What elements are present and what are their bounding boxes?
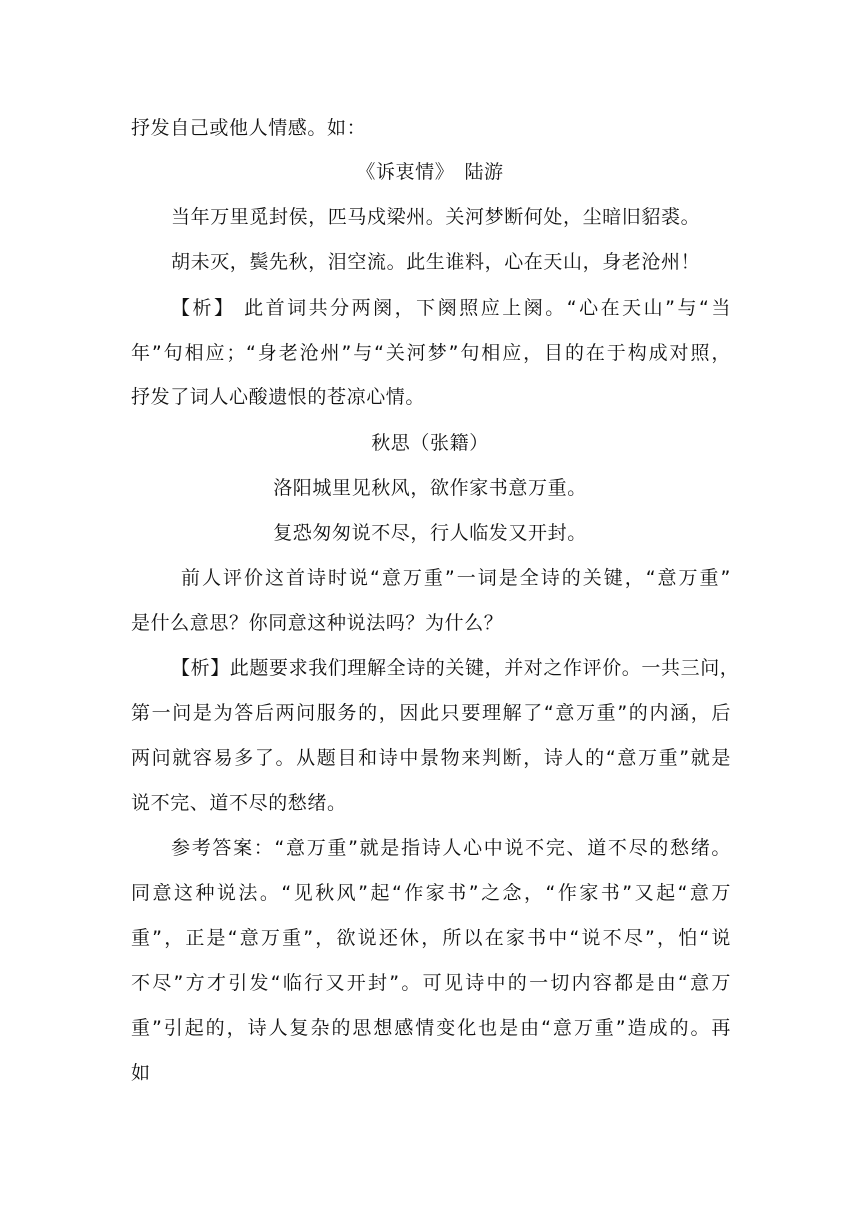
- analysis-line: 【析】 此首词共分两阕，下阕照应上阕。“心在天山”与“当: [171, 297, 731, 319]
- poem-line: 当年万里觅封侯，匹马戍梁州。关河梦断何处，尘暗旧貂裘。: [171, 206, 701, 228]
- analysis-line: 【析】此题要求我们理解全诗的关键，并对之作评价。一共三问，: [171, 657, 740, 679]
- poem-line: 胡未灭，鬓先秋，泪空流。此生谁料，心在天山，身老沧州！: [171, 251, 701, 273]
- analysis-line: 两问就容易多了。从题目和诗中景物来判断，诗人的“意万重”就是: [131, 747, 731, 769]
- analysis-line: 第一问是为答后两问服务的，因此只要理解了“意万重”的内涵，后: [131, 702, 731, 724]
- answer-line: 参考答案：“意万重”就是指诗人心中说不完、道不尽的愁绪。: [171, 837, 731, 859]
- answer-line: 重”，正是“意万重”，欲说还休，所以在家书中“说不尽”，怕“说: [131, 927, 731, 949]
- paragraph-line: 抒发自己或他人情感。如：: [131, 117, 367, 139]
- poem-line: 洛阳城里见秋风，欲作家书意万重。: [273, 477, 587, 499]
- poem-title: 秋思（张籍）: [371, 432, 489, 454]
- answer-line: 不尽”方才引发“临行又开封”。可见诗中的一切内容都是由“意万: [131, 972, 731, 994]
- answer-line: 重”引起的，诗人复杂的思想感情变化也是由“意万重”造成的。再: [131, 1017, 731, 1039]
- question-line: 前人评价这首诗时说“意万重”一词是全诗的关键，“意万重”: [181, 567, 731, 589]
- poem-line: 复恐匆匆说不尽，行人临发又开封。: [273, 522, 587, 544]
- poem-title: 《诉衷情》 陆游: [356, 161, 504, 183]
- analysis-line: 抒发了词人心酸遗恨的苍凉心情。: [131, 386, 426, 408]
- analysis-line: 说不完、道不尽的愁绪。: [131, 792, 347, 814]
- answer-line: 同意这种说法。“见秋风”起“作家书”之念，“作家书”又起“意万: [131, 882, 731, 904]
- question-line: 是什么意思？你同意这种说法吗？为什么？: [131, 612, 504, 634]
- answer-line: 如: [131, 1062, 151, 1084]
- analysis-line: 年”句相应；“身老沧州”与“关河梦”句相应，目的在于构成对照，: [131, 342, 731, 364]
